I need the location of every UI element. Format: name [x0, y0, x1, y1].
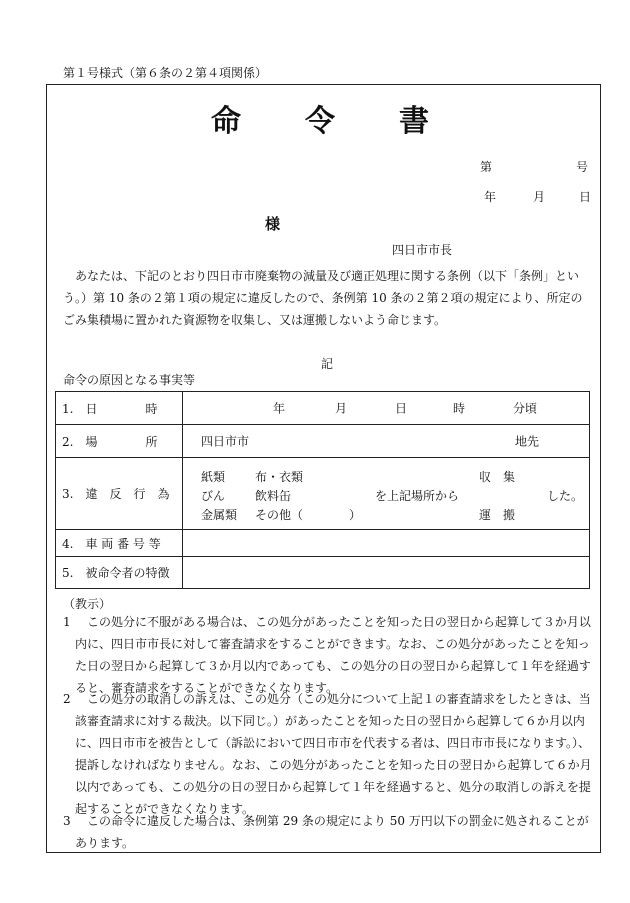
violation-other-close: ）: [349, 508, 362, 522]
label-place: 2. 場 所: [56, 425, 183, 458]
kyoji-item-number: 1: [63, 615, 71, 629]
place-suffix: 地先: [515, 434, 540, 449]
dt-year: 年: [273, 401, 286, 416]
facts-table: [55, 391, 590, 589]
table-row-features: [56, 557, 590, 589]
date-year: 年: [484, 190, 497, 204]
kyoji-item-3: [63, 810, 593, 854]
violation-paper: 紙類: [201, 470, 226, 484]
value-violation: [183, 458, 590, 530]
kyoji-item-text: この処分に不服がある場合は、この処分があったことを知った日の翌日から起算して３か月以内に、四日市市長に対して審査請求をすることができます。なお、この処分があったことを知った日の翌日から起算して３か月以内であっても、この処分の日の翌日から起算して１年を経過すると、審査請求をすることができなくなります。: [75, 615, 591, 695]
addressee-sama: 様: [265, 215, 281, 233]
facts-heading: 命令の原因となる事実等: [63, 373, 196, 387]
value-place: [183, 425, 590, 458]
violation-collect: 収 集: [479, 470, 516, 484]
date-day: 日: [579, 190, 592, 204]
table-row-violation: [56, 458, 590, 530]
kyoji-heading: （教示）: [63, 597, 112, 611]
dt-month: 月: [335, 401, 348, 416]
value-features: [183, 557, 590, 589]
document-title: [0, 96, 630, 139]
kyoji-item-2: [63, 688, 593, 820]
violation-cloth: 布・衣類: [255, 470, 304, 484]
title-char-3: 書: [399, 104, 429, 139]
violation-end: した。: [547, 489, 584, 503]
title-char-1: 命: [211, 104, 241, 139]
value-vehicle: [183, 530, 590, 557]
table-row-place: [56, 425, 590, 458]
label-violation: 3. 違 反 行 為: [56, 458, 183, 530]
table-row-datetime: [56, 392, 590, 425]
label-datetime: 1. 日 時: [56, 392, 183, 425]
violation-middle: を上記場所から: [375, 489, 460, 503]
dt-day: 日: [395, 401, 408, 416]
violation-other: その他（: [255, 508, 304, 522]
dt-minute: 分頃: [513, 401, 538, 416]
form-label: 第１号様式（第６条の２第４項関係）: [63, 66, 268, 80]
kyoji-item-text: この命令に違反した場合は、条例第 29 条の規定により 50 万円以下の罰金に処されることがあります。: [75, 814, 589, 850]
place-city: 四日市市: [201, 434, 250, 449]
table-row-vehicle: [56, 530, 590, 557]
violation-metal: 金属類: [201, 508, 238, 522]
issuer: 四日市市長: [392, 243, 453, 257]
title-char-2: 令: [305, 104, 335, 139]
label-vehicle: 4. 車 両 番 号 等: [56, 530, 183, 557]
order-body: あなたは、下記のとおり四日市市廃棄物の減量及び適正処理に関する条例（以下「条例」という。）第 10 条の２第１項の規定に違反したので、条例第 10 条の２第２項の規定により、所定のごみ集積場に置かれた資源物を収集し、又は運搬しないよう命じます。: [63, 269, 583, 327]
kyoji-item-number: 2: [63, 692, 71, 706]
number-go: 号: [576, 160, 589, 174]
kyoji-item-1: [63, 611, 593, 699]
kyoji-item-text: この処分の取消しの訴えは、この処分（この処分について上記１の審査請求をしたときは、当該審査請求に対する裁決。以下同じ。）があったことを知った日の翌日から起算して６か月以内に、四日市市を被告として（訴訟において四日市市を代表する者は、四日市市長になります。）、提訴しなければなりません。なお、この処分があったことを知った日の翌日から起算して６か月以内であっても、この処分の日の翌日から起算して１年を経過すると、処分の取消しの訴えを提起することができなくなります。: [75, 692, 592, 816]
kyoji-item-number: 3: [63, 814, 71, 828]
violation-can: 飲料缶: [255, 489, 292, 503]
violation-carry: 運 搬: [479, 508, 516, 522]
dt-hour: 時: [453, 401, 466, 416]
date-month: 月: [533, 190, 546, 204]
value-datetime: [183, 392, 590, 425]
violation-bottle: びん: [201, 489, 226, 503]
number-dai: 第: [480, 160, 493, 174]
label-features: 5. 被命令者の特徴: [56, 557, 183, 589]
ki-heading: 記: [321, 357, 334, 371]
